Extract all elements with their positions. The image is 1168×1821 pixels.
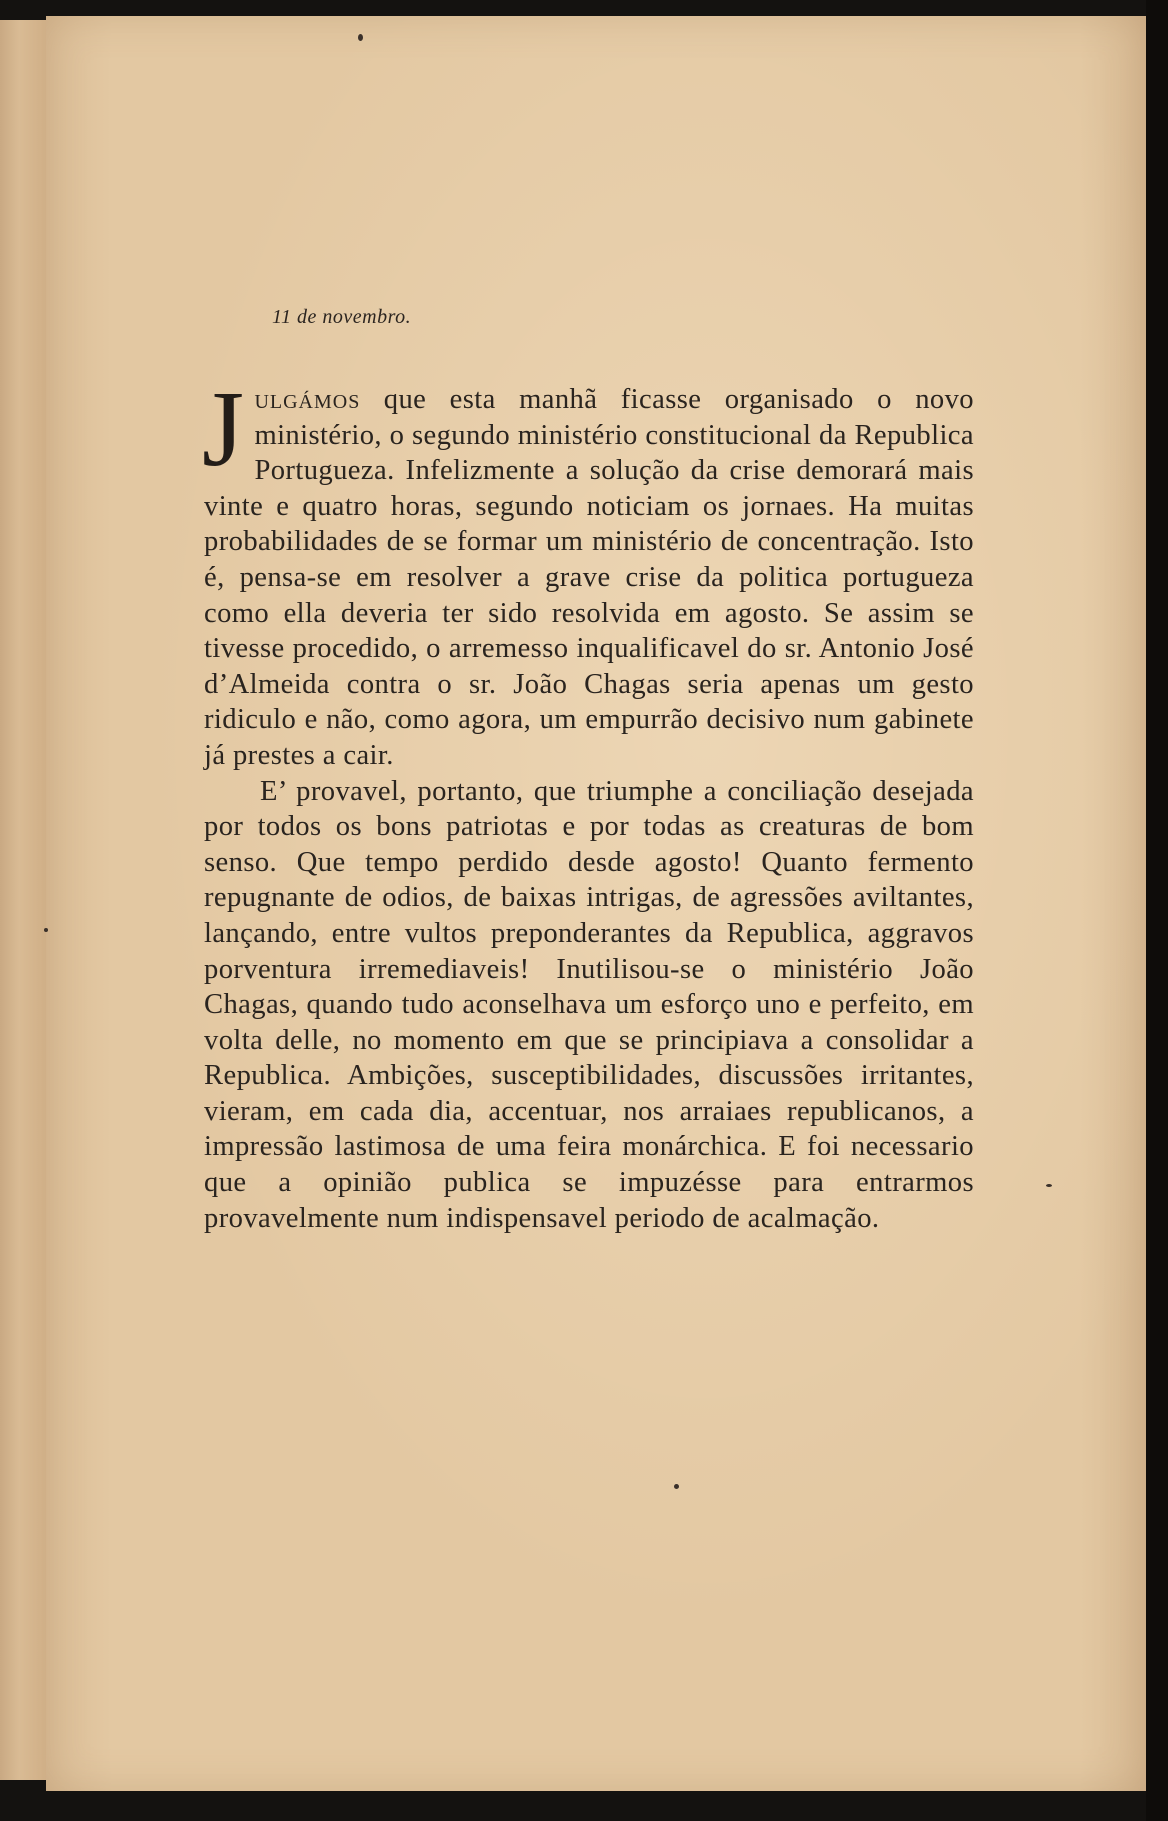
paragraph-2: E’ provavel, portanto, que triumphe a conciliação desejada por todos os bons patriotas e por todas as creaturas de bom senso. Que tempo perdido desde agosto! Quanto fermento repugnante de odios, de baixas intrigas, de agressões aviltantes, lançando, entre vultos preponderantes da Republica, aggravos porventura irremediaveis! Inutilisou-se o ministério João Chagas, quando tudo aconselhava um esforço uno e perfeito, em volta delle, no momento em que se principiava a consolidar a Republica. Ambições, susceptibilidades, discussões irritantes, vieram, em cada dia, accentuar, nos arraiaes republicanos, a impressão lastimosa de uma feira monárchica. E foi necessario que a opinião publica se impuzésse para entrarmos provavelmente num indispensavel periodo de acalmação. [204,775,974,1234]
paragraph-1-text: que esta manhã ficasse organisado o novo ministério, o segundo ministério constitucional da Republica Portugueza. Infelizmente a solução da crise demorará mais vinte e quatro horas, segundo noticiam os jornaes. Ha muitas probabilidades de se formar um ministério de concentração. Isto é, pensa-se em resolver a grave crise da politica portugueza como ella deveria ter sido resolvida em agosto. Se assim se tivesse procedido, o arremesso inqualificavel do sr. Antonio José d’Almeida contra o sr. João Chagas seria apenas um gesto ridiculo e não, como agora, um empurrão decisivo num gabinete já prestes a cair. [204,384,974,771]
lead-in: ulgámos [254,384,361,415]
scan-dark-edge [1146,0,1168,1821]
drop-cap: J [202,370,245,489]
paragraph-1 [202,370,974,774]
article-body [202,370,974,1236]
ink-speck [1046,1184,1052,1187]
dateline: 11 de novembro. [272,306,412,328]
ink-speck [358,34,363,41]
book-spine-edge [0,20,49,1780]
ink-speck [44,928,48,932]
ink-speck [674,1484,679,1489]
